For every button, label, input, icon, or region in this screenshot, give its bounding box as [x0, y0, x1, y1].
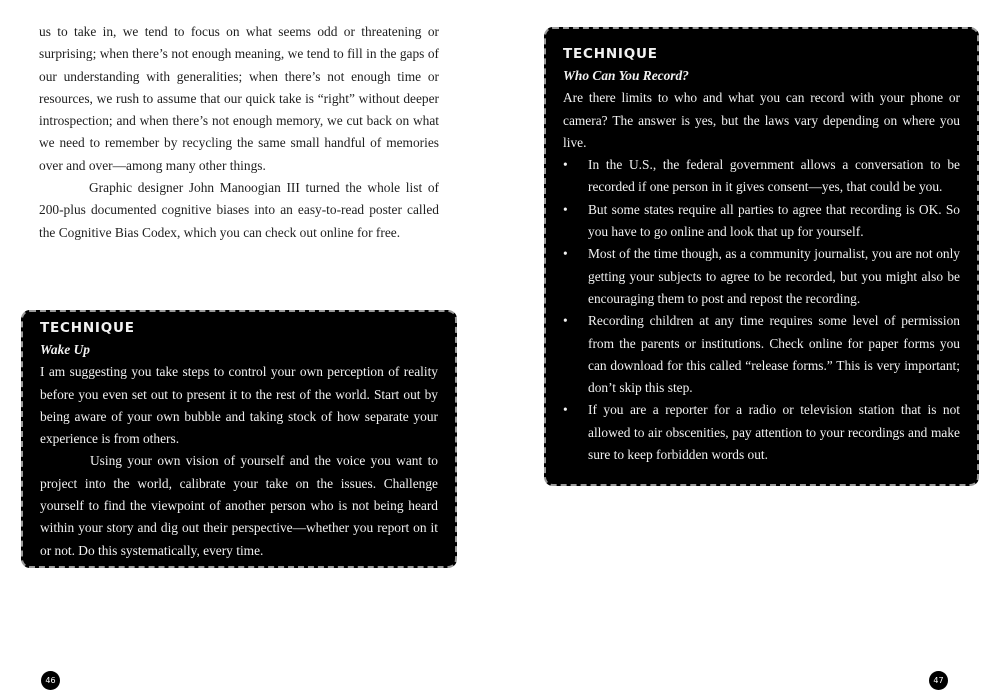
technique-paragraph: Using your own vision of yourself and the voice you want to project into the world, calibrate your take on the issues. Challenge yourself to find the viewpoint of another person who is not being heard within your story and dig out their perspective—whether you report on it or not. Do this systematically, every time.: [40, 453, 438, 558]
list-item: [563, 310, 960, 399]
technique-subheading: Wake Up: [40, 342, 90, 357]
technique-box-wake-up: [21, 310, 457, 568]
technique-intro: Are there limits to who and what you can record with your phone or camera? The answer is yes, but the laws vary depending on where you live.: [563, 90, 960, 150]
bullet-icon: •: [563, 313, 568, 329]
list-item-text: In the U.S., the federal government allows a conversation to be recorded if one person in it gives consent—yes, that could be you.: [588, 157, 960, 195]
list-item-text: Most of the time though, as a community journalist, you are not only getting your subjects to agree to be recorded, but you might also be encouraging them to post and repost the recording.: [588, 246, 960, 306]
list-item: [563, 199, 960, 244]
list-item: [563, 154, 960, 199]
bullet-list: [563, 154, 960, 466]
right-page: [500, 0, 1000, 700]
page-number: 46: [41, 671, 60, 690]
technique-heading: TECHNIQUE: [40, 320, 135, 336]
list-item: [563, 243, 960, 310]
list-item-text: If you are a reporter for a radio or television station that is not allowed to air obscenities, pay attention to your recordings and make sure to keep forbidden words out.: [588, 402, 960, 463]
body-text: [39, 21, 439, 244]
technique-paragraph: I am suggesting you take steps to control your own perception of reality before you even set out to present it to the rest of the world. Start out by being aware of your own bubble and taking stock of how separate your experience is from others.: [40, 364, 438, 447]
technique-subheading: Who Can You Record?: [563, 68, 689, 83]
body-paragraph: us to take in, we tend to focus on what seems odd or threatening or surprising; when there’s not enough meaning, we tend to fill in the gaps of our understanding with generalities; when there’s not enough time or resources, we rush to assume that our quick take is “right” without deeper introspection; and when there’s not enough memory, we cut back on what we need to remember by recycling the same small handful of memories over and over—among many other things.: [39, 24, 439, 173]
bullet-icon: •: [563, 246, 568, 262]
bullet-icon: •: [563, 402, 568, 418]
bullet-icon: •: [563, 157, 568, 173]
technique-text: [40, 361, 438, 562]
list-item-text: Recording children at any time requires some level of permission from the parents or institutions. Check online for paper forms you can download for this called “release forms.” This is very important; don’t skip this step.: [588, 313, 960, 396]
list-item: [563, 399, 960, 466]
body-paragraph: Graphic designer John Manoogian III turned the whole list of 200-plus documented cognitive biases into an easy-to-read poster called the Cognitive Bias Codex, which you can check out online for free.: [39, 180, 439, 240]
technique-heading: TECHNIQUE: [563, 46, 658, 62]
technique-text: [563, 87, 960, 466]
bullet-icon: •: [563, 201, 568, 217]
technique-box-who-can-you-record: [544, 27, 979, 486]
list-item-text: But some states require all parties to agree that recording is OK. So you have to go online and look that up for yourself.: [588, 201, 960, 240]
page-number: 47: [929, 671, 948, 690]
